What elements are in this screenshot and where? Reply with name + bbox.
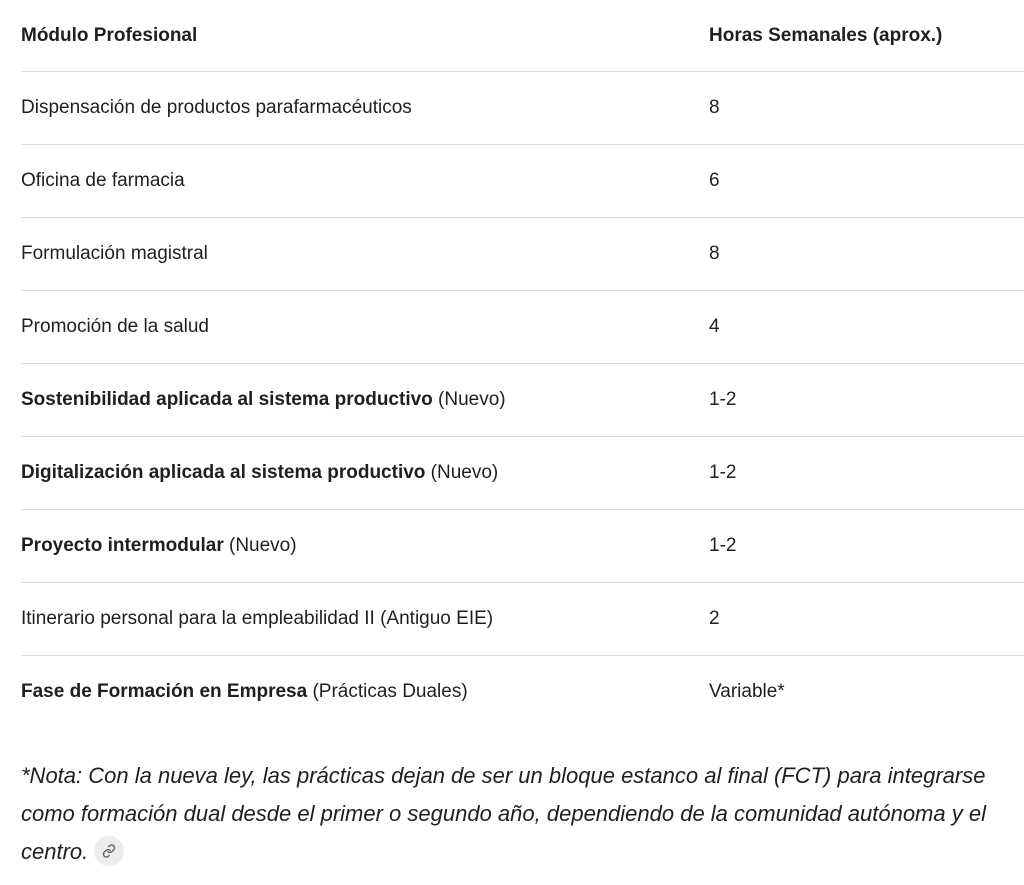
- cell-hours: Variable*: [709, 681, 785, 702]
- cell-module: [21, 583, 709, 656]
- cell-hours: 8: [709, 218, 1024, 291]
- cell-module: [21, 145, 709, 218]
- module-name: (Prácticas Duales): [307, 681, 468, 702]
- cell-hours: 4: [709, 291, 1024, 364]
- table-row: [21, 437, 1024, 510]
- module-name-bold: Sostenibilidad aplicada al sistema productivo: [21, 389, 433, 410]
- footnote: [21, 757, 1001, 871]
- module-name: (Nuevo): [425, 462, 499, 483]
- cell-module: [21, 656, 709, 729]
- footnote-text: *Nota: Con la nueva ley, las prácticas dejan de ser un bloque estanco al final (FCT) para integrarse como formación dual desde el primer o segundo año, dependiendo de la comunidad autónoma y el centro.: [21, 763, 986, 864]
- table-row: [21, 656, 1024, 729]
- table-row: [21, 583, 1024, 656]
- table-row: [21, 291, 1024, 364]
- module-name: Itinerario personal para la empleabilidad II (Antiguo EIE): [21, 608, 494, 629]
- link-icon: [102, 844, 116, 858]
- module-name: Dispensación de productos parafarmacéuticos: [21, 97, 412, 118]
- module-name-bold: Fase de Formación en Empresa: [21, 681, 308, 702]
- table-row: [21, 145, 1024, 218]
- module-name: Formulación magistral: [21, 243, 208, 264]
- modules-table: [21, 0, 1024, 728]
- header-module: Módulo Profesional: [21, 0, 709, 72]
- table-row: [21, 364, 1024, 437]
- cell-module: [21, 218, 709, 291]
- module-name: Promoción de la salud: [21, 316, 209, 337]
- table-row: [21, 72, 1024, 145]
- cell-module: [21, 437, 709, 510]
- cell-module: [21, 72, 709, 145]
- cell-hours: 8: [709, 72, 1024, 145]
- cell-hours: 2: [709, 583, 1024, 656]
- module-name: (Nuevo): [223, 535, 297, 556]
- table-row: [21, 218, 1024, 291]
- cell-module: [21, 510, 709, 583]
- table-row: [21, 510, 1024, 583]
- cell-hours: 1-2: [709, 364, 1024, 437]
- cell-hours: 1-2: [709, 510, 1024, 583]
- module-name-bold: Digitalización aplicada al sistema productivo: [21, 462, 426, 483]
- table-header-row: [21, 0, 1024, 72]
- module-name: (Nuevo): [432, 389, 506, 410]
- module-name-bold: Proyecto intermodular: [21, 535, 224, 556]
- source-link-button[interactable]: [94, 836, 124, 866]
- cell-module: [21, 364, 709, 437]
- header-hours: Horas Semanales (aprox.): [709, 0, 1024, 72]
- cell-hours: 6: [709, 145, 1024, 218]
- cell-module: [21, 291, 709, 364]
- module-name: Oficina de farmacia: [21, 170, 185, 191]
- cell-hours: 1-2: [709, 437, 1024, 510]
